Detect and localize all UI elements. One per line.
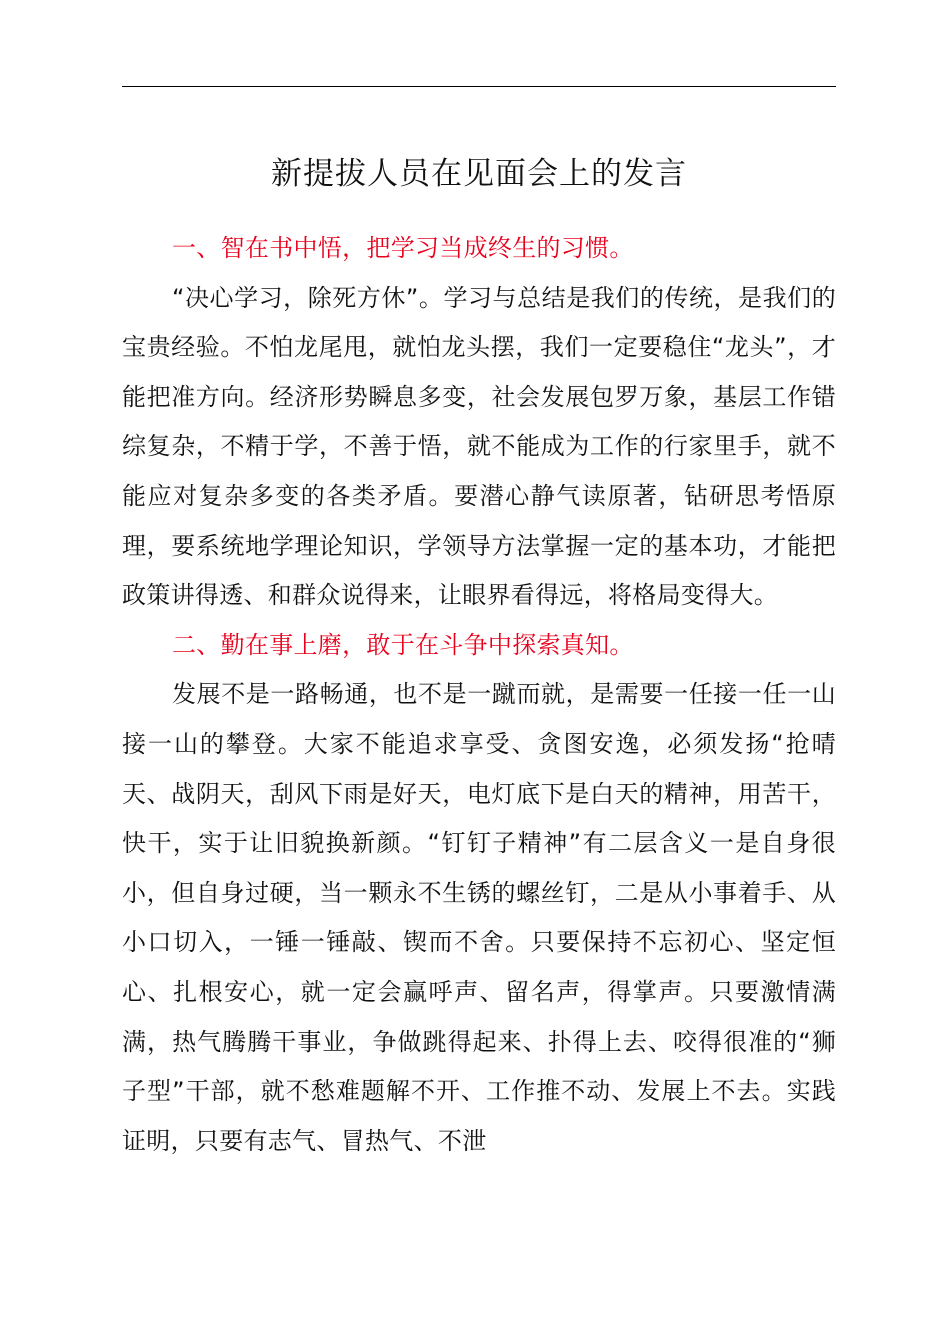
body-paragraph-1: “决心学习，除死方休”。学习与总结是我们的传统，是我们的宝贵经验。不怕龙尾甩，就怕龙头摆，我们一定要稳住“龙头”，才能把准方向。经济形势瞬息多变，社会发展包罗万象，基层工作错综复杂，不精于学，不善于悟，就不能成为工作的行家里手，就不能应对复杂多变的各类矛盾。要潜心静气读原著，钻研思考悟原理，要系统地学理论知识，学领导方法掌握一定的基本功，才能把政策讲得透、和群众说得来，让眼界看得远，将格局变得大。 xyxy=(122,283,836,610)
header-rule xyxy=(122,86,836,87)
body-paragraph-2: 发展不是一路畅通，也不是一蹴而就，是需要一任接一任一山接一山的攀登。大家不能追求享受、贪图安逸，必须发扬“抢晴天、战阴天，刮风下雨是好天，电灯底下是白天的精神，用苦干，快干，实于让旧貌换新颜。“钉钉子精神”有二层含义一是自身很小，但自身过硬，当一颗永不生锈的螺丝钉，二是从小事着手、从小口切入，一锤一锤敲、锲而不舍。只要保持不忘初心、坚定恒心、扎根安心，就一定会赢呼声、留名声，得掌声。只要激情满满，热气腾腾干事业，争做跳得起来、扑得上去、咬得很准的“狮子型”干部，就不愁难题解不开、工作推不动、发展上不去。实践证明，只要有志气、冒热气、不泄 xyxy=(122,680,836,1155)
document-body xyxy=(122,224,836,1166)
section-heading-2: 二、勤在事上磨，敢于在斗争中探索真知。 xyxy=(172,630,634,659)
section-heading-1: 一、智在书中悟，把学习当成终生的习惯。 xyxy=(172,234,634,262)
page-title: 新提拔人员在见面会上的发言 xyxy=(271,156,687,192)
